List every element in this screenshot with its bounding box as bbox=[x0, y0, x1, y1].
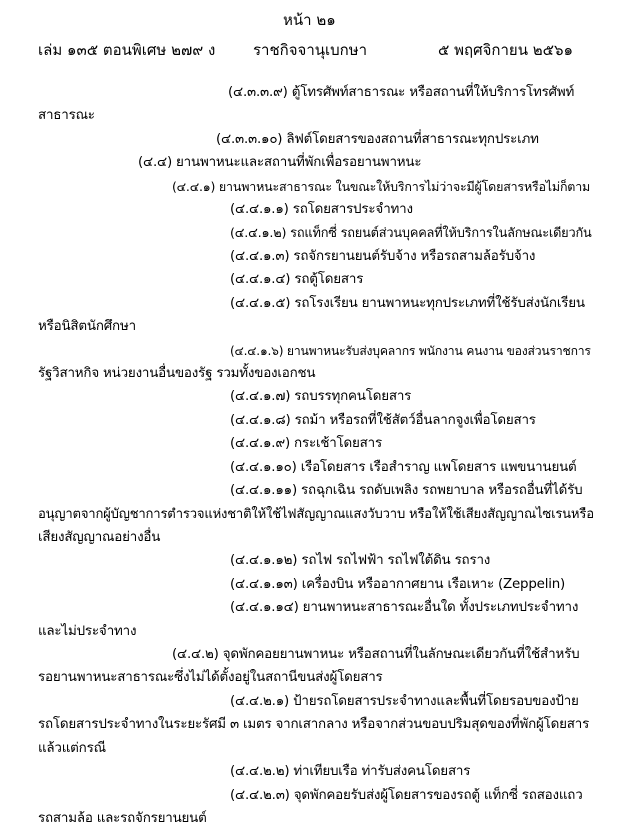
text-line: (๔.๔.๑.๓) รถจักรยานยนต์รับจ้าง หรือรถสามล้อรับจ้าง bbox=[230, 249, 536, 264]
text-line: สาธารณะ bbox=[38, 108, 95, 123]
publication-date: ๕ พฤศจิกายน ๒๕๖๑ bbox=[438, 41, 573, 59]
text-line: หรือนิสิตนักศึกษา bbox=[38, 319, 136, 334]
text-line: (๔.๔.๑.๒) รถแท็กซี่ รถยนต์ส่วนบุคคลที่ให้บริการในลักษณะเดียวกัน bbox=[230, 226, 592, 241]
text-line: (๔.๔.๑.๕) รถโรงเรียน ยานพาหนะทุกประเภทที่ใช้รับส่งนักเรียน bbox=[230, 296, 585, 311]
text-line: (๔.๔.๒) จุดพักคอยยานพาหนะ หรือสถานที่ในลักษณะเดียวกันที่ใช้สำหรับ bbox=[172, 647, 580, 662]
text-line: (๔.๓.๓.๑๐) ลิฟต์โดยสารของสถานที่สาธารณะทุกประเภท bbox=[216, 132, 539, 147]
volume-info: เล่ม ๑๓๕ ตอนพิเศษ ๒๗๙ ง bbox=[38, 41, 216, 59]
text-line: (๔.๔.๒.๑) ป้ายรถโดยสารประจำทางและพื้นที่โดยรอบของป้าย bbox=[230, 694, 579, 709]
text-line: (๔.๔.๑.๔) รถตู้โดยสาร bbox=[230, 272, 364, 287]
text-line: รัฐวิสาหกิจ หน่วยงานอื่นของรัฐ รวมทั้งของเอกชน bbox=[38, 366, 316, 381]
text-line: (๔.๔.๑.๑๑) รถฉุกเฉิน รถดับเพลิง รถพยาบาล หรือรถอื่นที่ได้รับ bbox=[230, 483, 583, 498]
text-line: (๔.๓.๓.๙) ตู้โทรศัพท์สาธารณะ หรือสถานที่ให้บริการโทรศัพท์ bbox=[228, 85, 575, 100]
gazette-name: ราชกิจจานุเบกษา bbox=[253, 41, 368, 59]
text-line: รอยานพาหนะสาธารณะซึ่งไม่ได้ตั้งอยู่ในสถานีขนส่งผู้โดยสาร bbox=[38, 670, 383, 685]
text-line: (๔.๔.๑.๑๐) เรือโดยสาร เรือสำราญ แพโดยสาร แพขนานยนต์ bbox=[230, 460, 577, 475]
text-line: (๔.๔.๑.๑๔) ยานพาหนะสาธารณะอื่นใด ทั้งประเภทประจำทาง bbox=[230, 600, 579, 615]
text-line: (๔.๔) ยานพาหนะและสถานที่พักเพื่อรอยานพาหนะ bbox=[138, 155, 422, 170]
text-line: แล้วแต่กรณี bbox=[38, 741, 106, 756]
text-line: และไม่ประจำทาง bbox=[38, 624, 137, 639]
text-line: (๔.๔.๒.๒) ท่าเทียบเรือ ท่ารับส่งคนโดยสาร bbox=[230, 764, 471, 779]
text-line: (๔.๔.๑.๑๓) เครื่องบิน หรืออากาศยาน เรือเหาะ (Zeppelin) bbox=[230, 577, 566, 592]
text-line: (๔.๔.๑.๙) กระเช้าโดยสาร bbox=[230, 436, 382, 451]
text-line: (๔.๔.๑.๘) รถม้า หรือรถที่ใช้สัตว์อื่นลากจูงเพื่อโดยสาร bbox=[230, 413, 536, 428]
text-line: (๔.๔.๑.๖) ยานพาหนะรับส่งบุคลากร พนักงาน คนงาน ของส่วนราชการ bbox=[230, 344, 591, 358]
text-line: (๔.๔.๑.๑๒) รถไฟ รถไฟฟ้า รถไฟใต้ดิน รถราง bbox=[230, 553, 491, 568]
page-number: หน้า ๒๑ bbox=[283, 11, 336, 29]
text-line: (๔.๔.๑.๗) รถบรรทุกคนโดยสาร bbox=[230, 389, 412, 404]
text-line: รถสามล้อ และรถจักรยานยนต์ bbox=[38, 811, 207, 826]
text-line: รถโดยสารประจำทางในระยะรัศมี ๓ เมตร จากเสากลาง หรือจากส่วนขอบปริมสุดของที่พักผู้โดยสาร bbox=[38, 717, 590, 732]
text-line: เสียงสัญญาณอย่างอื่น bbox=[38, 530, 161, 545]
text-line: (๔.๔.๒.๓) จุดพักคอยรับส่งผู้โดยสารของรถตู้ แท็กซี่ รถสองแถว bbox=[230, 788, 583, 803]
text-line: (๔.๔.๑.๑) รถโดยสารประจำทาง bbox=[230, 202, 413, 217]
text-line: อนุญาตจากผู้บัญชาการตำรวจแห่งชาติให้ใช้ไฟสัญญาณแสงวับวาบ หรือให้ใช้เสียงสัญญาณไซเรนหรือ bbox=[38, 507, 594, 522]
text-line: (๔.๔.๑) ยานพาหนะสาธารณะ ในขณะให้บริการไม่ว่าจะมีผู้โดยสารหรือไม่ก็ตาม bbox=[172, 179, 591, 194]
